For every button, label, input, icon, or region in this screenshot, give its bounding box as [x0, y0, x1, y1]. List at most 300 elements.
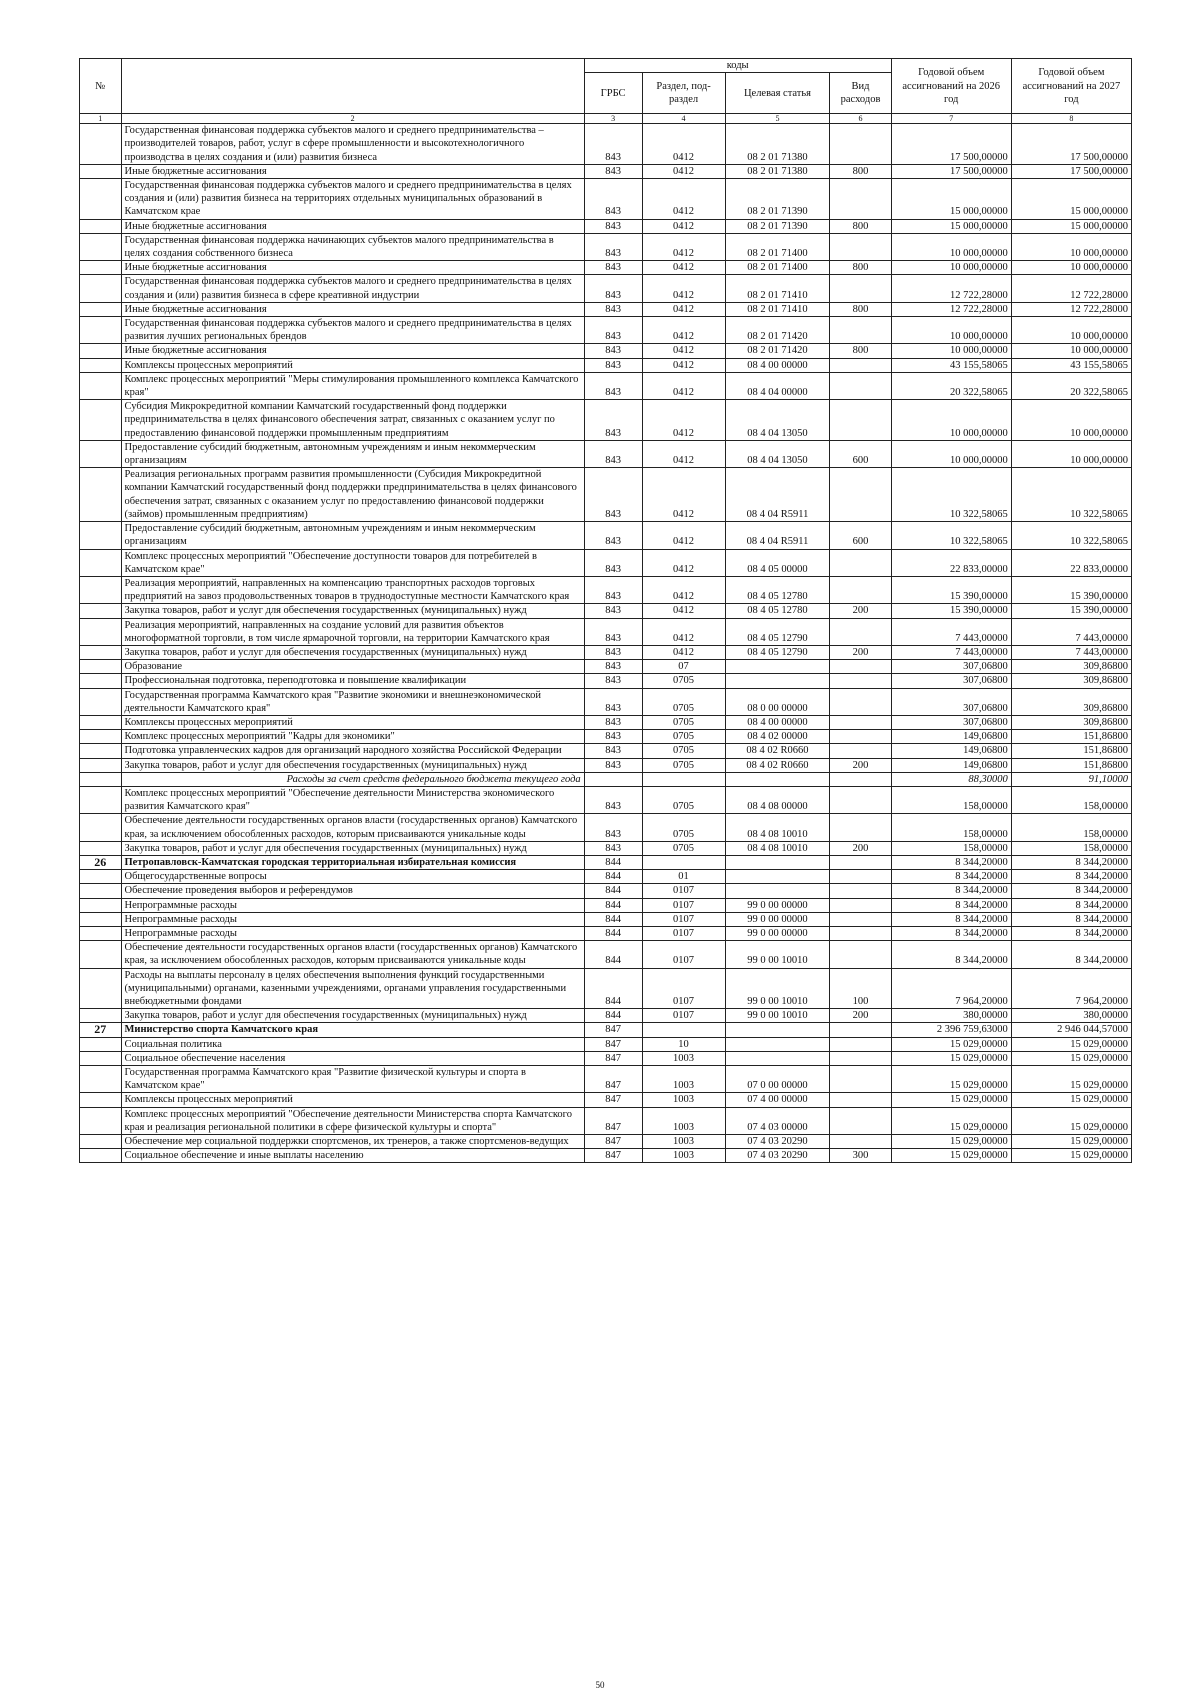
row-name: Предоставление субсидий бюджетным, автономным учреждениям и иным некоммерческим организациям: [121, 440, 584, 467]
row-amount-2027: 10 322,58065: [1011, 522, 1131, 549]
row-name: Расходы на выплаты персоналу в целях обеспечения выполнения функций государственными (муниципальными) органами, казенными учреждениями, органами управления государственными внебюджетными фондами: [121, 968, 584, 1009]
row-target-article: 08 4 08 00000: [725, 786, 830, 813]
table-row: [80, 1107, 1132, 1134]
row-amount-2026: 12 722,28000: [891, 302, 1011, 316]
table-row: [80, 814, 1132, 841]
row-target-article: 08 4 05 12780: [725, 604, 830, 618]
row-amount-2027: 15 029,00000: [1011, 1135, 1131, 1149]
row-number: [80, 1093, 122, 1107]
col-index: 4: [642, 114, 725, 124]
table-row: [80, 1023, 1132, 1037]
row-amount-2027: 22 833,00000: [1011, 549, 1131, 576]
row-number: [80, 179, 122, 220]
table-row: [80, 1093, 1132, 1107]
row-target-article: [725, 772, 830, 786]
row-target-article: 08 2 01 71420: [725, 317, 830, 344]
row-target-article: 08 4 05 12790: [725, 645, 830, 659]
row-amount-2027: 15 029,00000: [1011, 1093, 1131, 1107]
row-amount-2026: 10 000,00000: [891, 233, 1011, 260]
page-number: 50: [595, 1680, 605, 1690]
row-amount-2026: 307,06800: [891, 674, 1011, 688]
row-target-article: 08 4 05 12790: [725, 618, 830, 645]
row-number: [80, 884, 122, 898]
row-amount-2026: 380,00000: [891, 1009, 1011, 1023]
row-grbs: 843: [584, 302, 642, 316]
row-razdel: 10: [642, 1037, 725, 1051]
row-name: Государственная финансовая поддержка начинающих субъектов малого предпринимательства в целях создания собственного бизнеса: [121, 233, 584, 260]
header-razdel: Раздел, под-раздел: [642, 73, 725, 114]
row-name: Комплекс процессных мероприятий "Обеспечение доступности товаров для потребителей в Камчатском крае": [121, 549, 584, 576]
row-number: [80, 898, 122, 912]
row-amount-2027: 8 344,20000: [1011, 898, 1131, 912]
row-razdel: 0705: [642, 841, 725, 855]
row-expense-type: [830, 674, 891, 688]
row-razdel: 01: [642, 870, 725, 884]
row-expense-type: [830, 1051, 891, 1065]
row-amount-2026: 10 322,58065: [891, 468, 1011, 522]
row-expense-type: [830, 618, 891, 645]
row-number: [80, 660, 122, 674]
row-amount-2027: 15 390,00000: [1011, 604, 1131, 618]
row-amount-2027: 380,00000: [1011, 1009, 1131, 1023]
table-row: [80, 855, 1132, 869]
row-expense-type: 300: [830, 1149, 891, 1163]
row-name: Обеспечение деятельности государственных органов власти (государственных органов) Камчатского края, за исключением обособленных расходов, которым присваиваются уникальные коды: [121, 941, 584, 968]
row-grbs: 843: [584, 164, 642, 178]
row-expense-type: [830, 941, 891, 968]
row-number: [80, 302, 122, 316]
row-name: Государственная программа Камчатского края "Развитие физической культуры и спорта в Камчатском крае": [121, 1066, 584, 1093]
row-amount-2027: 8 344,20000: [1011, 855, 1131, 869]
row-name: Подготовка управленческих кадров для организаций народного хозяйства Российской Федерации: [121, 744, 584, 758]
row-expense-type: [830, 1023, 891, 1037]
row-amount-2026: 17 500,00000: [891, 124, 1011, 165]
row-target-article: 08 2 01 71400: [725, 261, 830, 275]
row-amount-2027: 151,86800: [1011, 730, 1131, 744]
col-index: 7: [891, 114, 1011, 124]
table-row: [80, 786, 1132, 813]
row-expense-type: 800: [830, 164, 891, 178]
row-amount-2027: 7 443,00000: [1011, 645, 1131, 659]
row-target-article: 08 2 01 71400: [725, 233, 830, 260]
table-row: [80, 261, 1132, 275]
table-row: [80, 941, 1132, 968]
row-amount-2026: 15 029,00000: [891, 1066, 1011, 1093]
row-razdel: 1003: [642, 1066, 725, 1093]
row-grbs: 843: [584, 219, 642, 233]
row-name: Комплекс процессных мероприятий "Обеспечение деятельности Министерства спорта Камчатского края и реализация региональной политики в сфере физической культуры и спорта": [121, 1107, 584, 1134]
row-name: Социальное обеспечение населения: [121, 1051, 584, 1065]
row-name: Комплекс процессных мероприятий "Кадры для экономики": [121, 730, 584, 744]
row-amount-2026: 149,06800: [891, 730, 1011, 744]
table-row: [80, 926, 1132, 940]
row-grbs: 843: [584, 468, 642, 522]
row-razdel: 0412: [642, 164, 725, 178]
table-row: [80, 912, 1132, 926]
table-row: [80, 344, 1132, 358]
row-razdel: 0107: [642, 1009, 725, 1023]
row-target-article: 08 4 00 00000: [725, 715, 830, 729]
row-amount-2027: 158,00000: [1011, 814, 1131, 841]
row-expense-type: [830, 730, 891, 744]
row-number: [80, 941, 122, 968]
table-row: [80, 618, 1132, 645]
row-razdel: [642, 855, 725, 869]
row-number: [80, 715, 122, 729]
row-grbs: 847: [584, 1149, 642, 1163]
row-grbs: 843: [584, 522, 642, 549]
table-row: [80, 645, 1132, 659]
header-target-article: Целевая статья: [725, 73, 830, 114]
row-razdel: 0107: [642, 884, 725, 898]
row-amount-2026: 7 443,00000: [891, 618, 1011, 645]
row-target-article: 08 4 05 12780: [725, 576, 830, 603]
row-number: [80, 912, 122, 926]
row-expense-type: [830, 814, 891, 841]
row-expense-type: [830, 549, 891, 576]
row-amount-2027: 158,00000: [1011, 841, 1131, 855]
row-number: [80, 645, 122, 659]
table-row: [80, 164, 1132, 178]
row-number: [80, 618, 122, 645]
row-number: [80, 604, 122, 618]
row-expense-type: [830, 884, 891, 898]
table-row: [80, 522, 1132, 549]
row-name: Иные бюджетные ассигнования: [121, 219, 584, 233]
row-expense-type: [830, 786, 891, 813]
row-number: 26: [80, 855, 122, 869]
table-row: [80, 179, 1132, 220]
row-target-article: 08 4 02 R0660: [725, 744, 830, 758]
row-razdel: 0107: [642, 898, 725, 912]
row-number: [80, 1135, 122, 1149]
row-target-article: 07 4 03 20290: [725, 1135, 830, 1149]
col-index: 8: [1011, 114, 1131, 124]
row-number: [80, 124, 122, 165]
row-target-article: 99 0 00 10010: [725, 1009, 830, 1023]
row-number: [80, 1066, 122, 1093]
row-razdel: 0705: [642, 715, 725, 729]
row-number: [80, 674, 122, 688]
row-razdel: 0107: [642, 926, 725, 940]
row-amount-2027: 15 029,00000: [1011, 1066, 1131, 1093]
row-number: [80, 968, 122, 1009]
row-razdel: 0705: [642, 674, 725, 688]
table-row: [80, 576, 1132, 603]
row-expense-type: [830, 870, 891, 884]
row-amount-2026: 17 500,00000: [891, 164, 1011, 178]
row-amount-2026: 15 029,00000: [891, 1093, 1011, 1107]
row-amount-2026: 8 344,20000: [891, 926, 1011, 940]
row-grbs: 843: [584, 645, 642, 659]
row-number: 27: [80, 1023, 122, 1037]
row-amount-2026: 15 000,00000: [891, 219, 1011, 233]
table-row: [80, 1066, 1132, 1093]
row-amount-2027: 309,86800: [1011, 688, 1131, 715]
row-amount-2026: 149,06800: [891, 758, 1011, 772]
row-amount-2026: 307,06800: [891, 715, 1011, 729]
row-razdel: 0705: [642, 688, 725, 715]
row-target-article: 08 4 04 R5911: [725, 522, 830, 549]
row-razdel: 0412: [642, 302, 725, 316]
row-razdel: 1003: [642, 1051, 725, 1065]
row-grbs: 843: [584, 786, 642, 813]
row-target-article: 07 4 03 20290: [725, 1149, 830, 1163]
row-number: [80, 440, 122, 467]
row-expense-type: [830, 912, 891, 926]
col-index: 2: [121, 114, 584, 124]
row-grbs: 843: [584, 124, 642, 165]
header-grbs: ГРБС: [584, 73, 642, 114]
row-grbs: 844: [584, 926, 642, 940]
row-target-article: 07 0 00 00000: [725, 1066, 830, 1093]
row-expense-type: [830, 124, 891, 165]
row-razdel: 0412: [642, 219, 725, 233]
row-number: [80, 758, 122, 772]
row-expense-type: [830, 358, 891, 372]
row-name: Иные бюджетные ассигнования: [121, 302, 584, 316]
row-number: [80, 549, 122, 576]
row-name: Непрограммные расходы: [121, 926, 584, 940]
row-razdel: 0705: [642, 814, 725, 841]
row-number: [80, 688, 122, 715]
row-target-article: 08 4 08 10010: [725, 841, 830, 855]
row-amount-2027: 8 344,20000: [1011, 941, 1131, 968]
row-grbs: 843: [584, 758, 642, 772]
col-index: 6: [830, 114, 891, 124]
row-name: Государственная финансовая поддержка субъектов малого и среднего предпринимательства в целях создания и (или) развития бизнеса на территориях отдельных муниципальных образований в Камчатском крае: [121, 179, 584, 220]
row-razdel: 0412: [642, 124, 725, 165]
header-index-row: [80, 114, 1132, 124]
table-row: [80, 219, 1132, 233]
row-name: Реализация мероприятий, направленных на создание условий для развития объектов многоформатной торговли, в том числе ярмарочной торговли, на территории Камчатского края: [121, 618, 584, 645]
row-amount-2027: 15 029,00000: [1011, 1107, 1131, 1134]
row-amount-2026: 15 029,00000: [891, 1051, 1011, 1065]
row-name: Социальное обеспечение и иные выплаты населению: [121, 1149, 584, 1163]
header-name: [121, 59, 584, 114]
row-amount-2026: 15 029,00000: [891, 1149, 1011, 1163]
row-target-article: 08 2 01 71390: [725, 179, 830, 220]
row-target-article: 08 4 08 10010: [725, 814, 830, 841]
row-grbs: 843: [584, 814, 642, 841]
row-number: [80, 1009, 122, 1023]
row-razdel: 1003: [642, 1135, 725, 1149]
row-amount-2026: 2 396 759,63000: [891, 1023, 1011, 1037]
row-grbs: 843: [584, 344, 642, 358]
row-grbs: 843: [584, 576, 642, 603]
row-number: [80, 358, 122, 372]
row-expense-type: 200: [830, 758, 891, 772]
row-number: [80, 1149, 122, 1163]
row-amount-2026: 8 344,20000: [891, 870, 1011, 884]
row-number: [80, 926, 122, 940]
row-amount-2027: 8 344,20000: [1011, 870, 1131, 884]
table-row: [80, 440, 1132, 467]
budget-allocation-table: [79, 58, 1132, 1163]
row-grbs: 844: [584, 941, 642, 968]
row-name: Закупка товаров, работ и услуг для обеспечения государственных (муниципальных) нужд: [121, 758, 584, 772]
table-row: [80, 233, 1132, 260]
row-expense-type: [830, 275, 891, 302]
row-razdel: 0412: [642, 618, 725, 645]
row-target-article: [725, 884, 830, 898]
row-amount-2027: 158,00000: [1011, 786, 1131, 813]
row-razdel: 1003: [642, 1093, 725, 1107]
row-grbs: 844: [584, 870, 642, 884]
row-number: [80, 164, 122, 178]
table-row: [80, 841, 1132, 855]
row-grbs: 843: [584, 179, 642, 220]
row-amount-2027: 10 000,00000: [1011, 344, 1131, 358]
row-amount-2027: 7 964,20000: [1011, 968, 1131, 1009]
header-2027: Годовой объем ассигнований на 2027 год: [1011, 59, 1131, 114]
row-grbs: 844: [584, 855, 642, 869]
row-amount-2027: 17 500,00000: [1011, 124, 1131, 165]
row-grbs: 843: [584, 660, 642, 674]
row-number: [80, 1051, 122, 1065]
row-razdel: 0412: [642, 522, 725, 549]
row-grbs: 843: [584, 688, 642, 715]
table-row: [80, 275, 1132, 302]
row-number: [80, 317, 122, 344]
row-expense-type: 600: [830, 522, 891, 549]
row-expense-type: [830, 317, 891, 344]
row-razdel: 0705: [642, 758, 725, 772]
row-name: Расходы за счет средств федерального бюджета текущего года: [121, 772, 584, 786]
row-expense-type: 800: [830, 219, 891, 233]
row-grbs: 843: [584, 730, 642, 744]
row-grbs: 847: [584, 1023, 642, 1037]
row-grbs: 843: [584, 744, 642, 758]
row-razdel: 0412: [642, 645, 725, 659]
row-amount-2026: 10 000,00000: [891, 344, 1011, 358]
row-amount-2027: 8 344,20000: [1011, 912, 1131, 926]
row-name: Государственная программа Камчатского края "Развитие экономики и внешнеэкономической деятельности Камчатского края": [121, 688, 584, 715]
header-expense-type: Вид расходов: [830, 73, 891, 114]
table-row: [80, 744, 1132, 758]
row-grbs: 844: [584, 1009, 642, 1023]
table-row: [80, 400, 1132, 441]
row-grbs: 844: [584, 884, 642, 898]
row-number: [80, 233, 122, 260]
table-row: [80, 1135, 1132, 1149]
row-expense-type: [830, 576, 891, 603]
row-target-article: 08 4 02 R0660: [725, 758, 830, 772]
row-target-article: [725, 1037, 830, 1051]
row-grbs: 843: [584, 275, 642, 302]
row-razdel: 0412: [642, 358, 725, 372]
row-razdel: 0412: [642, 400, 725, 441]
table-row: [80, 968, 1132, 1009]
row-amount-2026: 15 029,00000: [891, 1135, 1011, 1149]
row-name: Иные бюджетные ассигнования: [121, 261, 584, 275]
row-amount-2027: 10 000,00000: [1011, 400, 1131, 441]
table-row: [80, 688, 1132, 715]
row-target-article: 07 4 00 00000: [725, 1093, 830, 1107]
row-number: [80, 841, 122, 855]
table-row: [80, 604, 1132, 618]
row-expense-type: 800: [830, 302, 891, 316]
row-expense-type: 100: [830, 968, 891, 1009]
row-amount-2026: 8 344,20000: [891, 855, 1011, 869]
row-amount-2026: 158,00000: [891, 841, 1011, 855]
table-row: [80, 758, 1132, 772]
row-target-article: 99 0 00 00000: [725, 912, 830, 926]
row-razdel: 0412: [642, 317, 725, 344]
row-name: Общегосударственные вопросы: [121, 870, 584, 884]
row-number: [80, 870, 122, 884]
row-grbs: 844: [584, 898, 642, 912]
row-razdel: 0412: [642, 372, 725, 399]
row-amount-2027: 15 029,00000: [1011, 1051, 1131, 1065]
row-number: [80, 772, 122, 786]
row-expense-type: [830, 233, 891, 260]
row-amount-2027: 7 443,00000: [1011, 618, 1131, 645]
row-amount-2027: 15 029,00000: [1011, 1149, 1131, 1163]
row-name: Комплексы процессных мероприятий: [121, 1093, 584, 1107]
row-grbs: 843: [584, 618, 642, 645]
row-target-article: 99 0 00 00000: [725, 926, 830, 940]
row-razdel: 0412: [642, 233, 725, 260]
row-amount-2026: 15 000,00000: [891, 179, 1011, 220]
row-target-article: 99 0 00 10010: [725, 941, 830, 968]
row-target-article: 08 4 04 13050: [725, 440, 830, 467]
table-row: [80, 660, 1132, 674]
row-grbs: 847: [584, 1037, 642, 1051]
row-amount-2026: 10 000,00000: [891, 261, 1011, 275]
row-razdel: 0412: [642, 604, 725, 618]
row-grbs: 844: [584, 912, 642, 926]
table-row: [80, 358, 1132, 372]
row-target-article: 08 0 00 00000: [725, 688, 830, 715]
row-grbs: 843: [584, 549, 642, 576]
row-amount-2026: 149,06800: [891, 744, 1011, 758]
row-name: Комплекс процессных мероприятий "Меры стимулирования промышленного комплекса Камчатского края": [121, 372, 584, 399]
row-razdel: 0705: [642, 744, 725, 758]
row-name: Социальная политика: [121, 1037, 584, 1051]
row-name: Государственная финансовая поддержка субъектов малого и среднего предпринимательства – производителей товаров, работ, услуг в сфере промышленности и высокотехнологичного производства в целях создания и (или) развития бизнеса: [121, 124, 584, 165]
row-name: Петропавловск-Камчатская городская территориальная избирательная комиссия: [121, 855, 584, 869]
row-name: Реализация региональных программ развития промышленности (Субсидия Микрокредитной компании Камчатский государственный фонд поддержки предпринимательства в целях финансового обеспечения затрат, связанных с оказанием услуг по предоставлению финансовой поддержки (займов) промышленным предприятиям): [121, 468, 584, 522]
row-name: Закупка товаров, работ и услуг для обеспечения государственных (муниципальных) нужд: [121, 645, 584, 659]
row-amount-2026: 8 344,20000: [891, 884, 1011, 898]
row-number: [80, 219, 122, 233]
row-number: [80, 1107, 122, 1134]
row-target-article: 99 0 00 00000: [725, 898, 830, 912]
row-target-article: [725, 674, 830, 688]
row-razdel: 0412: [642, 440, 725, 467]
col-index: 1: [80, 114, 122, 124]
row-name: Государственная финансовая поддержка субъектов малого и среднего предпринимательства в целях создания и (или) развития бизнеса в сфере креативной индустрии: [121, 275, 584, 302]
row-amount-2026: 158,00000: [891, 814, 1011, 841]
row-amount-2027: 20 322,58065: [1011, 372, 1131, 399]
table-row: [80, 1009, 1132, 1023]
row-razdel: 0412: [642, 344, 725, 358]
row-expense-type: [830, 855, 891, 869]
table-row: [80, 302, 1132, 316]
row-target-article: [725, 855, 830, 869]
row-number: [80, 744, 122, 758]
row-amount-2027: 10 000,00000: [1011, 233, 1131, 260]
row-name: Обеспечение деятельности государственных органов власти (государственных органов) Камчатского края, за исключением обособленных расходов, которым присваиваются уникальные коды: [121, 814, 584, 841]
row-expense-type: [830, 468, 891, 522]
row-name: Обеспечение мер социальной поддержки спортсменов, их тренеров, а также спортсменов-ведущих: [121, 1135, 584, 1149]
table-row: [80, 898, 1132, 912]
row-number: [80, 344, 122, 358]
row-amount-2027: 309,86800: [1011, 660, 1131, 674]
row-expense-type: [830, 660, 891, 674]
row-expense-type: 200: [830, 841, 891, 855]
